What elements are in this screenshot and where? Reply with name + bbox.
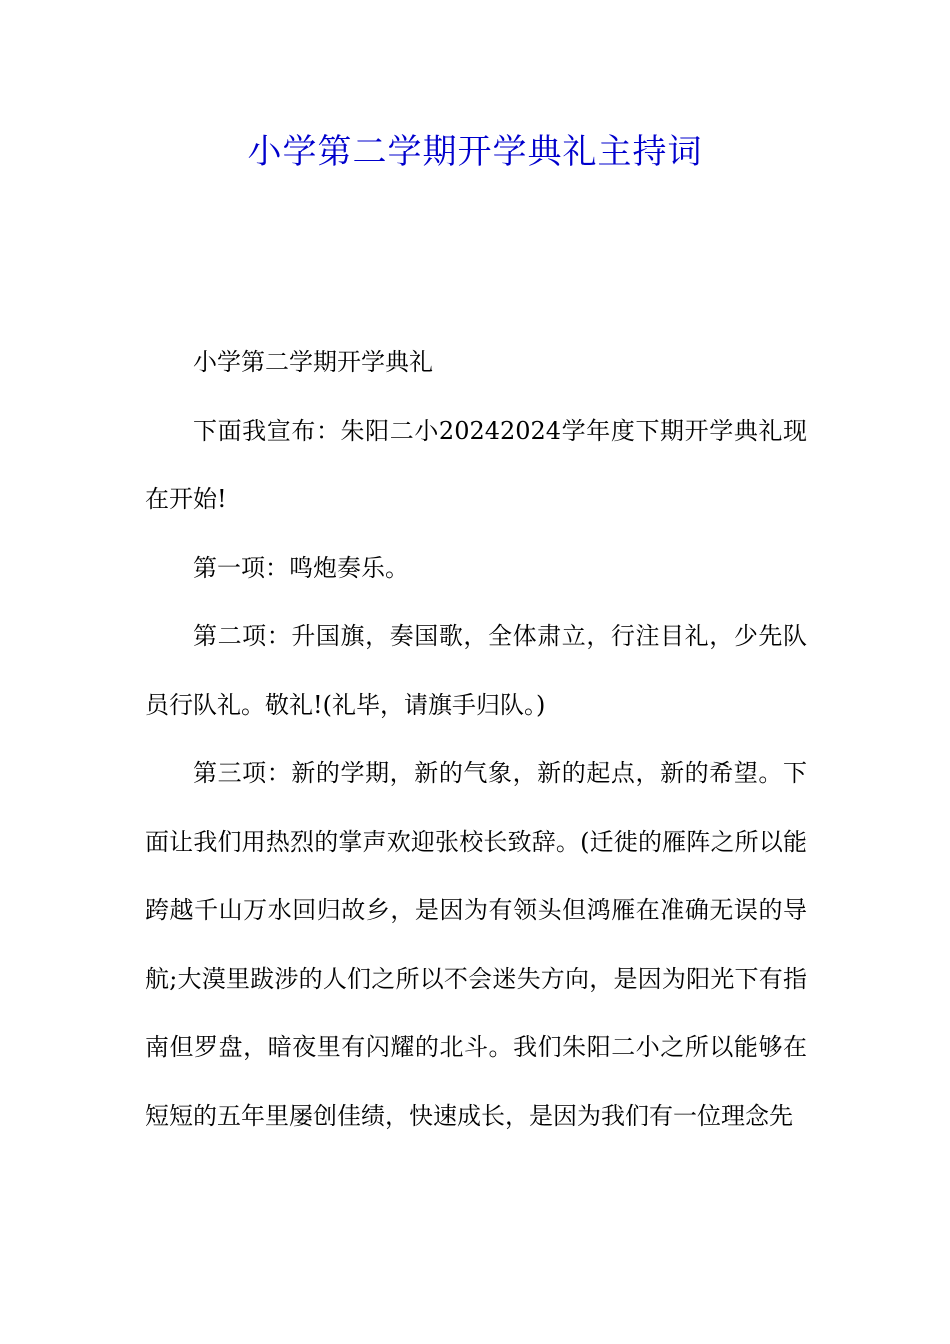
paragraph-heading: 小学第二学期开学典礼 (193, 348, 433, 376)
paragraph-item-1: 第一项：鸣炮奏乐。 (193, 553, 409, 582)
paragraph-item-3: 第三项：新的学期，新的气象，新的起点，新的希望。下面让我们用热烈的掌声欢迎张校长致辞。(迁徙的雁阵之所以能跨越千山万水回归故乡，是因为有领头但鸿雁在准确无误的导航;大漠里跋涉的人们之所以不会迷失方向，是因为阳光下有指南但罗盘，暗夜里有闪耀的北斗。我们朱阳二小之所以能够在短短的五年里屡创佳绩，快速成长，是因为我们有一位理念先 (145, 759, 807, 1130)
paragraph-item-2: 第二项：升国旗，奏国歌，全体肃立，行注目礼，少先队员行队礼。敬礼!(礼毕，请旗手归队。) (145, 622, 807, 719)
paragraph-announcement: 下面我宣布：朱阳二小20242024学年度下期开学典礼现在开始! (145, 416, 807, 513)
document-title: 小学第二学期开学典礼主持词 (247, 132, 703, 172)
document-body (145, 328, 807, 1150)
